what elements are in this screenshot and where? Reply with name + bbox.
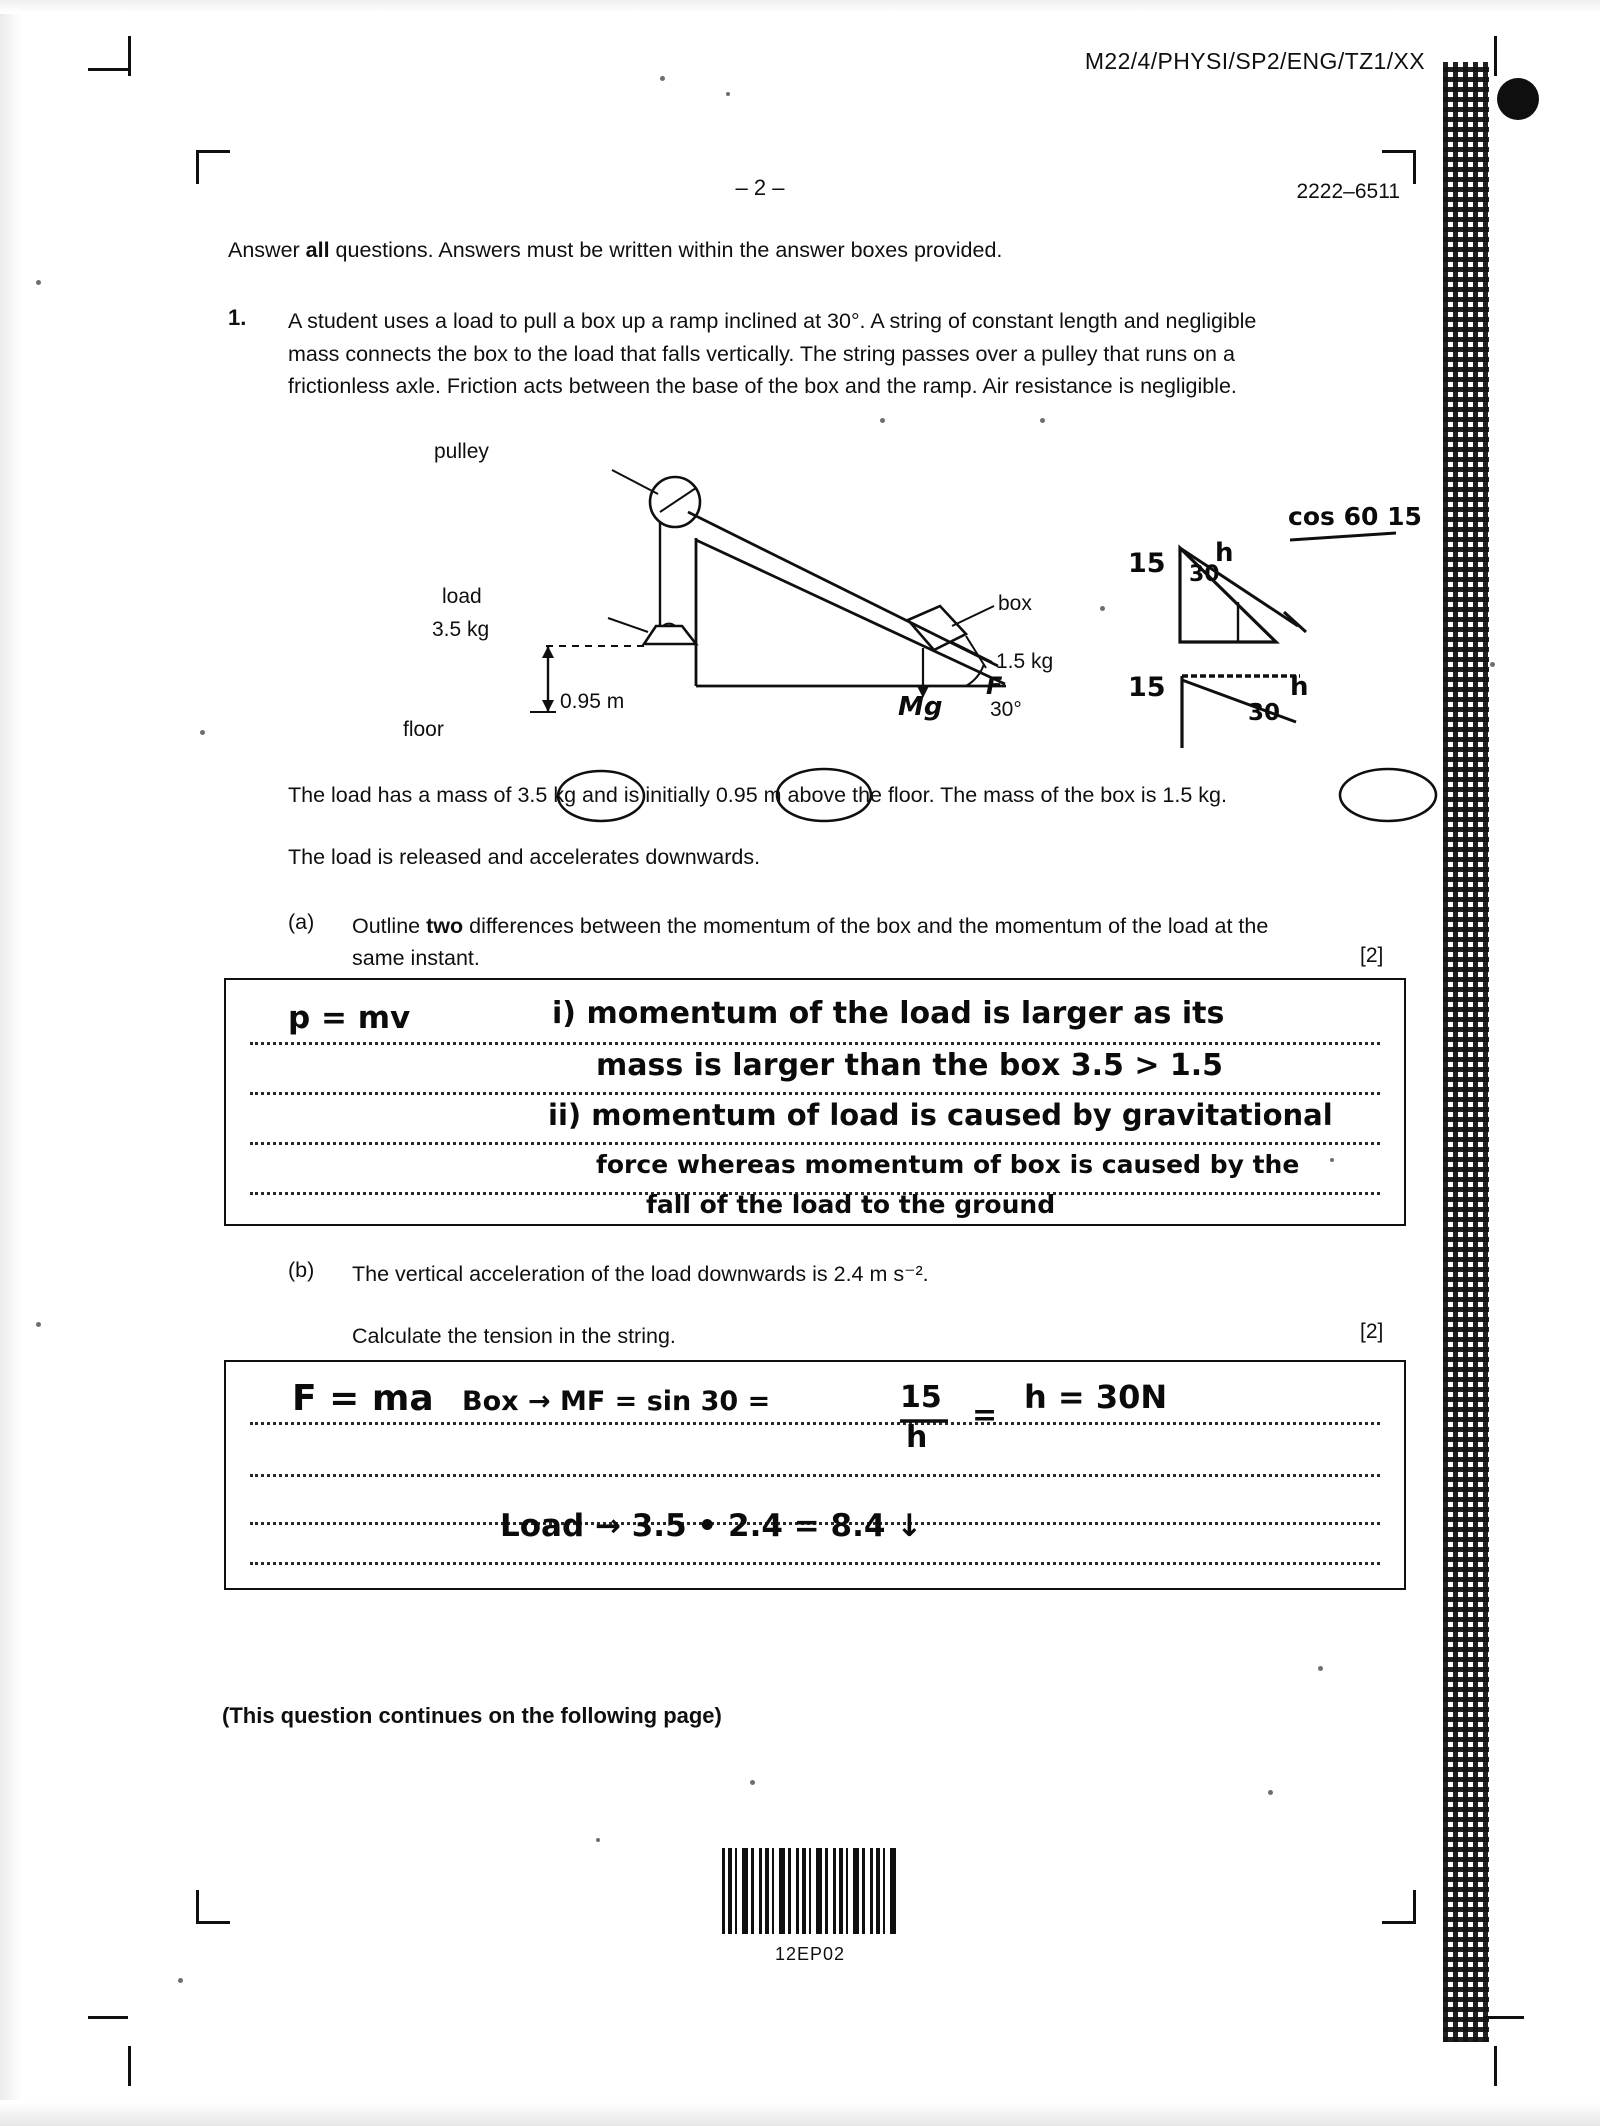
part-a-text-bold: two xyxy=(426,914,464,938)
handwriting-a-line-3: ii) momentum of load is caused by gravitational xyxy=(548,1098,1333,1132)
part-b-marks: [2] xyxy=(1360,1320,1384,1343)
handwriting-b-box-line: Box → MF = sin 30 = xyxy=(462,1386,771,1417)
height-label: 0.95 m xyxy=(560,690,625,713)
scan-speck xyxy=(200,730,205,735)
answer-line-b-1 xyxy=(250,1422,1380,1425)
part-a-marks: [2] xyxy=(1360,944,1384,967)
handwriting-a-line-1a: p = mv xyxy=(288,1000,411,1036)
edge-tick-top-left xyxy=(128,36,131,76)
registration-mark-bottom-left xyxy=(196,1890,230,1924)
floor-label: floor xyxy=(403,718,444,741)
part-b-label: (b) xyxy=(288,1258,315,1282)
scan-speck xyxy=(660,76,665,81)
instruction-after: questions. Answers must be written within the answer boxes provided. xyxy=(329,238,1003,262)
handwritten-friction-label: F xyxy=(986,672,1003,700)
triangle1-angle-label: 30 xyxy=(1189,562,1220,587)
answer-line-b-4 xyxy=(250,1562,1380,1565)
scan-speck xyxy=(36,280,41,285)
load-mass-label: 3.5 kg xyxy=(432,618,490,641)
mass-statement: The load has a mass of 3.5 kg and is initially 0.95 m above the floor. The mass of the box is 1.5 kg. xyxy=(288,783,1227,807)
part-b-text2: Calculate the tension in the string. xyxy=(352,1324,676,1348)
circle-annotation-load-mass xyxy=(553,768,649,824)
handwriting-a-line-5: fall of the load to the ground xyxy=(646,1190,1056,1219)
part-a-label: (a) xyxy=(288,910,315,934)
scan-speck xyxy=(880,418,885,423)
edge-tick-top-right xyxy=(1494,36,1497,76)
handwritten-weight-label: Mg xyxy=(898,692,943,722)
scan-speck xyxy=(1268,1790,1273,1795)
answer-line-a-3 xyxy=(250,1142,1380,1145)
load-weight xyxy=(644,626,696,644)
paper-code: 2222–6511 xyxy=(1296,180,1400,203)
answer-line-a-1 xyxy=(250,1042,1380,1045)
scan-speck xyxy=(1100,606,1105,611)
ladder-dot xyxy=(1497,78,1539,120)
load-leader xyxy=(608,618,648,632)
ramp-string-upper xyxy=(688,512,998,666)
ramp-diagram xyxy=(403,440,1120,741)
answer-line-b-2 xyxy=(250,1474,1380,1477)
part-a-text xyxy=(352,910,1302,975)
handwriting-b-load-line: Load → 3.5 • 2.4 = 8.4 ↓ xyxy=(500,1508,923,1544)
triangle2-angle-label: 30 xyxy=(1248,700,1281,726)
instruction-bold: all xyxy=(305,238,330,262)
part-a-text-after: differences between the momentum of the box and the momentum of the load at the same instant. xyxy=(352,914,1269,971)
part-a-text-before: Outline xyxy=(352,914,427,938)
scan-speck xyxy=(596,1838,600,1842)
scan-speck xyxy=(1490,662,1495,667)
triangle1-hyp-label: h xyxy=(1215,538,1234,568)
handwriting-a-line-2: mass is larger than the box 3.5 > 1.5 xyxy=(596,1048,1224,1083)
margin-triangle-1 xyxy=(1148,530,1338,660)
pulley-spoke xyxy=(660,488,696,512)
circle-annotation-height xyxy=(772,766,876,824)
pulley-label: pulley xyxy=(434,440,489,463)
scan-speck xyxy=(1330,1158,1334,1162)
answer-line-a-2 xyxy=(250,1092,1380,1095)
angle-label: 30° xyxy=(990,698,1022,721)
scan-speck xyxy=(1040,418,1045,423)
barcode xyxy=(722,1848,898,1934)
handwriting-b-numerator: 15 xyxy=(900,1380,942,1415)
circle-annotation-box-mass xyxy=(1336,766,1440,824)
scan-edge-left xyxy=(0,0,26,2126)
part-b-text: The vertical acceleration of the load downwards is 2.4 m s⁻². xyxy=(352,1262,929,1286)
released-statement: The load is released and accelerates downwards. xyxy=(288,845,761,869)
scan-edge-bottom xyxy=(0,2100,1600,2126)
edge-tick-bottom-left xyxy=(128,2046,131,2086)
scan-speck xyxy=(178,1978,183,1983)
handwriting-b-fma: F = ma xyxy=(292,1378,434,1419)
continuation-note: (This question continues on the following page) xyxy=(222,1703,722,1728)
edge-tick-top-left-h xyxy=(88,68,128,71)
page-number-text: – 2 – xyxy=(735,175,785,200)
handwriting-b-result: h = 30N xyxy=(1024,1378,1168,1416)
triangle2-hyp-label: h xyxy=(1290,672,1309,702)
scan-speck xyxy=(1318,1666,1323,1671)
height-arrow-down xyxy=(542,700,554,712)
registration-mark-bottom-right xyxy=(1382,1890,1416,1924)
box-label: box xyxy=(998,592,1032,615)
barcode-label: 12EP02 xyxy=(774,1944,846,1964)
edge-tick-bottom-left-h xyxy=(88,2016,128,2019)
margin-triangle-2 xyxy=(1148,660,1338,770)
ladder-strip xyxy=(1443,62,1489,2042)
edge-tick-bottom-right-h xyxy=(1484,2016,1524,2019)
box-mass-label: 1.5 kg xyxy=(996,650,1054,673)
handwriting-b-equals: = xyxy=(972,1398,998,1433)
instruction-before: Answer xyxy=(228,238,306,262)
handwriting-a-line-1b: i) momentum of the load is larger as its xyxy=(552,996,1225,1031)
edge-tick-bottom-right xyxy=(1494,2046,1497,2086)
box-leader xyxy=(952,606,994,626)
exam-code: M22/4/PHYSI/SP2/ENG/TZ1/XX xyxy=(1084,48,1425,74)
triangle2-side-label: 15 xyxy=(1128,672,1166,703)
scan-speck xyxy=(36,1322,41,1327)
question-number: 1. xyxy=(228,305,247,330)
ramp-surface xyxy=(696,540,1005,684)
handwriting-a-line-4: force whereas momentum of box is caused by the xyxy=(596,1150,1300,1179)
scan-edge-top xyxy=(0,0,1600,14)
instruction-line xyxy=(228,238,1002,263)
pulley-leader xyxy=(612,470,658,494)
scan-speck xyxy=(750,1780,755,1785)
scan-speck xyxy=(726,92,730,96)
load-label: load xyxy=(442,585,482,608)
triangle1-side-label: 15 xyxy=(1128,548,1166,579)
handwriting-b-denominator: h xyxy=(906,1420,928,1455)
height-arrow-up xyxy=(542,646,554,658)
handwritten-cos-note: cos 60 15 xyxy=(1288,502,1422,531)
question-body: A student uses a load to pull a box up a ramp inclined at 30°. A string of constant length and negligible mass connects the box to the load that falls vertically. The string passes over a pulley that runs on a frictionless axle. Friction acts between the base of the box and the ramp. Air resistance is negligible. xyxy=(288,309,1257,399)
ramp-diagram-svg xyxy=(500,440,1120,730)
